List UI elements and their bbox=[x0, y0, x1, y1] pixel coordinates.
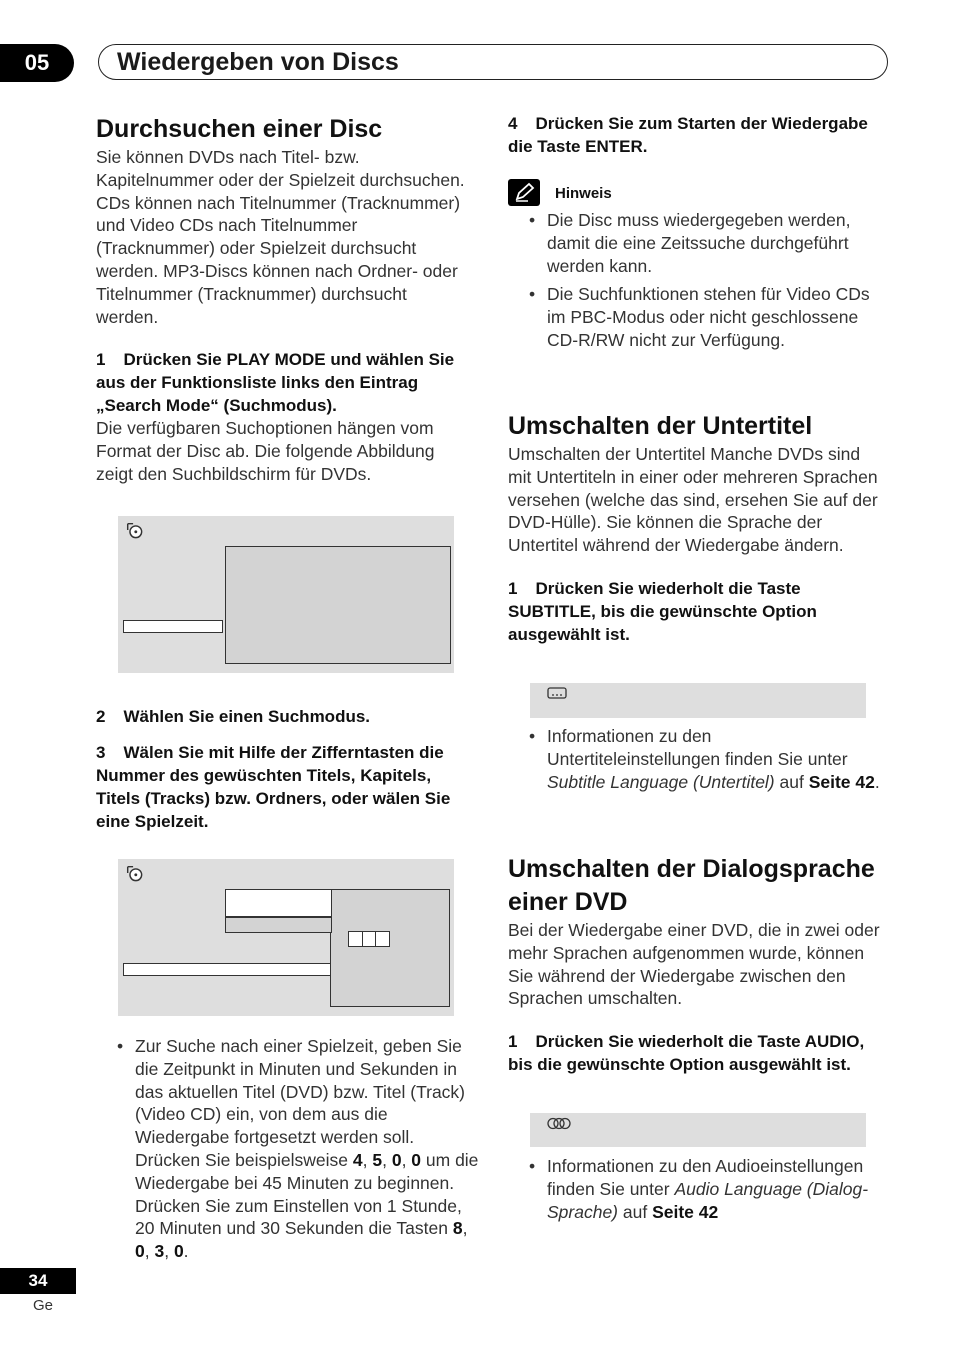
time-input-panel bbox=[330, 889, 450, 1007]
key: 0 bbox=[411, 1149, 422, 1170]
list-item bbox=[529, 1155, 884, 1223]
audio-intro: Bei der Wiedergabe einer DVD, die in zwei oder mehr Sprachen aufgenommen wurde, können Sie während der Wiedergabe zwischen den Sprachen umschalten. bbox=[508, 920, 880, 1009]
pencil-note-icon bbox=[508, 179, 540, 206]
chapter-title-text: Wiedergeben von Discs bbox=[117, 47, 399, 76]
section-heading-subtitle: Umschalten der Untertitel bbox=[508, 412, 813, 440]
period: . bbox=[874, 771, 880, 792]
subtitle-intro: Umschalten der Untertitel Manche DVDs sind mit Untertiteln in einer oder mehreren Sprachen versehen (welche das sind, ersehen Sie auf der DVD-Hülle). Sie können die Sprache der Untertitel während der Wiedergabe ändern. bbox=[508, 444, 878, 556]
subtitle-step-number: 1 bbox=[508, 578, 518, 598]
sep: , bbox=[462, 1218, 468, 1239]
audio-bullets bbox=[529, 1155, 884, 1223]
sep: , bbox=[401, 1149, 412, 1170]
list-item: • Die Disc muss wiedergegeben werden, damit die eine Zeitssuche durchgeführt werden kann. bbox=[529, 209, 881, 277]
note-bullets bbox=[529, 209, 881, 352]
bullet-text: um die Wiedergabe bei 45 Minuten zu beginnen. Drücken Sie zum Einstellen von 1 Stunde, 20 Minuten und 30 Sekunden die Tasten bbox=[135, 1149, 479, 1239]
step-1-number: 1 bbox=[96, 350, 106, 370]
step-1-description: Die verfügbaren Suchoptionen hängen vom Format der Disc ab. Die folgende Abbildung zeigt den Suchbildschirm für DVDs. bbox=[96, 418, 435, 484]
sep: , bbox=[164, 1241, 174, 1262]
bullet-text: Informationen zu den Audioeinstellungen finden Sie unter bbox=[547, 1156, 864, 1199]
page-reference: Seite 42 bbox=[808, 771, 875, 792]
audio-osd-bar bbox=[530, 1113, 866, 1147]
key: 5 bbox=[372, 1149, 383, 1170]
step-1-text: Drücken Sie PLAY MODE und wählen Sie aus der Funktionsliste links den Eintrag „Search Mode“ (Suchmodus). bbox=[96, 350, 455, 416]
search-options-panel bbox=[225, 546, 451, 664]
dvd-time-search-screen bbox=[118, 859, 454, 1016]
sep: , bbox=[362, 1149, 373, 1170]
subtitle-step-text: Drücken Sie wiederholt die Taste SUBTITLE, bis die gewünschte Option ausgewählt ist. bbox=[508, 578, 817, 644]
subtitle-icon bbox=[547, 687, 567, 699]
key: 4 bbox=[352, 1149, 363, 1170]
chapter-title bbox=[98, 44, 888, 80]
time-input-boxes bbox=[348, 931, 390, 947]
disc-icon bbox=[125, 521, 143, 539]
audio-section bbox=[508, 853, 880, 1076]
dvd-search-screen bbox=[118, 516, 454, 673]
page-number: 34 bbox=[0, 1268, 76, 1294]
key: 0 bbox=[135, 1241, 145, 1262]
subtitle-bullets bbox=[529, 725, 884, 793]
search-mode-bar bbox=[123, 620, 223, 633]
step-2 bbox=[96, 705, 471, 728]
time-search-bullets bbox=[117, 1035, 479, 1263]
setting-name: Subtitle Language (Untertitel) bbox=[547, 771, 775, 792]
key: 0 bbox=[173, 1241, 184, 1262]
sep: , bbox=[144, 1241, 155, 1262]
section-heading-search: Durchsuchen einer Disc bbox=[96, 115, 383, 143]
bullet-text: auf bbox=[774, 771, 809, 792]
key: 8 bbox=[452, 1218, 463, 1239]
setting-name: Audio Language (Dialog-Sprache) bbox=[547, 1178, 869, 1222]
step-2-number: 2 bbox=[96, 707, 106, 726]
page-reference: Seite 42 bbox=[652, 1201, 719, 1222]
bullet-text: Zur Suche nach einer Spielzeit, geben Sie die Zeitpunkt in Minuten und Sekunden in das aktuellen Titel (DVD) bzw. Titel (Track) (Video CD) ein, von dem aus die Wiedergabe fortgesetzt werden soll. Drücken Sie beispielsweise bbox=[135, 1036, 466, 1170]
audio-step-number: 1 bbox=[508, 1032, 518, 1052]
time-digit-box bbox=[363, 932, 377, 946]
key: 0 bbox=[391, 1149, 402, 1170]
step-4-text: Drücken Sie zum Starten der Wiedergabe die Taste ENTER. bbox=[508, 114, 868, 156]
bullet-text: Informationen zu den Untertiteleinstellungen finden Sie unter bbox=[547, 726, 848, 769]
bullet-text: auf bbox=[618, 1201, 653, 1222]
note-label: Hinweis bbox=[555, 185, 612, 202]
step-4 bbox=[508, 112, 868, 158]
period: . bbox=[183, 1241, 189, 1262]
step-3-number: 3 bbox=[96, 743, 106, 762]
step-3-text: Wälen Sie mit Hilfe der Zifferntasten die Nummer des gewüschten Titels, Kapitels, Titels (Tracks) bzw. Ordners, oder wälen Sie eine Spielzeit. bbox=[96, 743, 451, 831]
subtitle-osd-bar bbox=[530, 683, 866, 718]
key: 3 bbox=[154, 1241, 165, 1262]
sep: , bbox=[382, 1149, 392, 1170]
audio-step-text: Drücken Sie wiederholt die Taste AUDIO, bis die gewünschte Option ausgewählt ist. bbox=[508, 1032, 865, 1075]
search-intro: Sie können DVDs nach Titel- bzw. Kapitelnummer oder der Spielzeit durchsuchen. CDs können nach Titelnummer (Tracknummer) und Video CDs nach Titelnummer (Tracknummer) oder Spielzeit durchsucht werden. MP3-Discs können nach Ordner- oder Titelnummer (Tracknummer) durchsucht werden. bbox=[96, 147, 465, 327]
list-item bbox=[529, 725, 884, 793]
list-item: • Die Suchfunktionen stehen für Video CDs im PBC-Modus oder nicht geschlossene CD-R/RW nicht zur Verfügung. bbox=[529, 283, 881, 351]
disc-icon bbox=[125, 864, 143, 882]
audio-icon bbox=[547, 1117, 571, 1130]
time-digit-box bbox=[349, 932, 363, 946]
subtitle-section bbox=[508, 410, 880, 646]
subtitle-step-1 bbox=[508, 577, 880, 646]
step-2-text: Wählen Sie einen Suchmodus. bbox=[123, 707, 371, 726]
audio-step-1 bbox=[508, 1030, 880, 1076]
language-code: Ge bbox=[33, 1297, 54, 1314]
list-item bbox=[117, 1035, 479, 1263]
section-heading-audio: Umschalten der Dialogsprache einer DVD bbox=[508, 855, 875, 916]
step-3 bbox=[96, 741, 471, 833]
time-digit-box bbox=[376, 932, 389, 946]
search-mode-option bbox=[225, 917, 332, 933]
search-mode-bar bbox=[123, 963, 331, 976]
left-column bbox=[96, 113, 471, 486]
step-1 bbox=[96, 348, 471, 417]
search-mode-option bbox=[225, 889, 332, 917]
step-4-number: 4 bbox=[508, 114, 518, 133]
chapter-number: 05 bbox=[0, 44, 74, 82]
